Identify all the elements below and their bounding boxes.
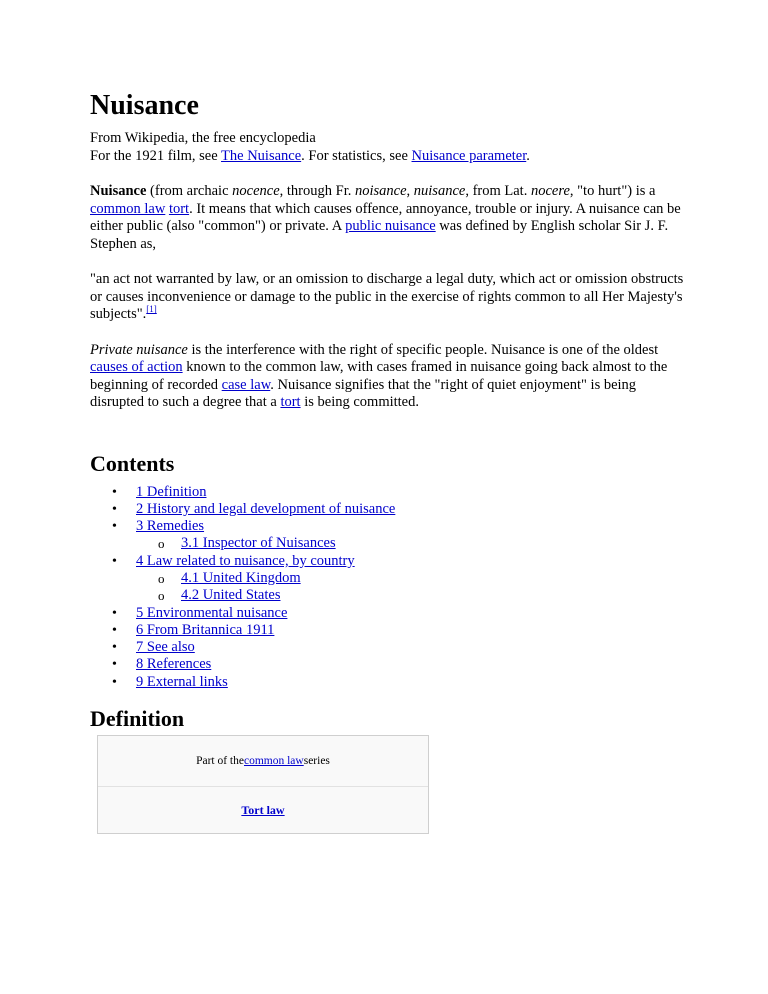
bullet-icon: •: [112, 519, 117, 535]
hatnote-text: .: [526, 147, 530, 164]
text: known to the common law, with cases framed in nuisance going back almost to the beginning of recorded: [90, 359, 668, 393]
text: (from archaic: [146, 183, 233, 199]
toc-link[interactable]: 4.1 United Kingdom: [181, 569, 301, 586]
link-nuisance-parameter[interactable]: Nuisance parameter: [411, 147, 527, 164]
text: , through Fr.: [279, 183, 355, 199]
toc-link[interactable]: 9 External links: [136, 673, 228, 690]
link-causes-of-action[interactable]: causes of action: [90, 359, 183, 375]
toc-link[interactable]: 3.1 Inspector of Nuisances: [181, 535, 336, 552]
link-tort[interactable]: tort: [280, 394, 301, 410]
text-italic: nocere: [530, 183, 570, 199]
toc-item: [90, 553, 690, 570]
link-tort[interactable]: tort: [168, 200, 190, 217]
toc-item: [90, 570, 690, 587]
toc-item: [90, 518, 690, 535]
toc-link[interactable]: 8 References: [136, 656, 212, 673]
page-title: Nuisance: [90, 90, 199, 121]
link-common-law-series[interactable]: common law: [243, 755, 304, 768]
text: . It means that which causes offence, annoyance, trouble or injury. A nuisance can be either public (also "common") or private. A: [90, 200, 681, 234]
intro-paragraph: [90, 183, 690, 253]
hatnote-text: For the 1921 film, see: [90, 147, 222, 164]
contents-heading: Contents: [90, 450, 175, 476]
bullet-icon: •: [112, 622, 117, 638]
text-italic: nuisance: [413, 183, 466, 199]
bullet-icon: •: [112, 674, 117, 690]
bullet-icon: •: [112, 553, 117, 569]
article: [90, 88, 690, 817]
bullet-icon: o: [158, 536, 165, 552]
toc-item: [90, 656, 690, 673]
toc-item: [90, 484, 690, 501]
text-italic: nocence: [232, 183, 280, 199]
bullet-icon: •: [112, 484, 117, 500]
text: is the interference with the right of specific people. Nuisance is one of the oldest: [187, 341, 659, 358]
bullet-icon: o: [158, 570, 165, 586]
infobox-tort-row: [98, 787, 428, 833]
hatnote-text: . For statistics, see: [301, 147, 412, 164]
link-the-nuisance[interactable]: The Nuisance: [221, 147, 302, 164]
private-nuisance-paragraph: [90, 342, 690, 412]
toc-link[interactable]: 4 Law related to nuisance, by country: [136, 552, 355, 569]
definition-section: [90, 705, 690, 817]
text: , from Lat.: [465, 183, 531, 199]
term-bold: Nuisance: [90, 183, 147, 199]
text-italic: noisance: [354, 183, 407, 199]
link-case-law[interactable]: case law: [221, 376, 271, 393]
text: was defined by English scholar Sir J. F. Stephen as,: [90, 218, 669, 252]
bullet-icon: •: [112, 501, 117, 517]
infobox: [97, 735, 429, 834]
toc-item: [90, 501, 690, 518]
site-subtitle: From Wikipedia, the free encyclopedia: [90, 130, 316, 146]
infobox-text: Part of the: [196, 755, 244, 768]
toc-link[interactable]: 5 Environmental nuisance: [136, 604, 288, 621]
toc-item: [90, 535, 690, 552]
reference-link[interactable]: [1]: [146, 304, 157, 315]
toc-link[interactable]: 4.2 United States: [181, 587, 281, 604]
table-of-contents: [90, 450, 690, 692]
term-italic: Private nuisance: [90, 341, 188, 358]
bullet-icon: o: [158, 588, 165, 604]
link-common-law[interactable]: common law: [90, 200, 166, 217]
bullet-icon: •: [112, 657, 117, 673]
bullet-icon: •: [112, 640, 117, 656]
hatnote: [90, 148, 690, 166]
toc-item: [90, 674, 690, 691]
infobox-series-row: [98, 736, 428, 787]
toc-item: [90, 605, 690, 622]
toc-link[interactable]: 3 Remedies: [136, 518, 205, 535]
bullet-icon: •: [112, 605, 117, 621]
toc-link[interactable]: 1 Definition: [136, 483, 207, 500]
toc-link[interactable]: 2 History and legal development of nuisance: [136, 500, 396, 517]
infobox-text: series: [303, 755, 330, 768]
definition-heading: Definition: [90, 706, 185, 732]
toc-item: [90, 587, 690, 604]
toc-item: [90, 622, 690, 639]
link-tort-law[interactable]: Tort law: [241, 802, 285, 817]
text: ,: [406, 183, 414, 199]
text: , "to hurt") is a: [569, 183, 656, 199]
text: . Nuisance signifies that the "right of quiet enjoyment" is being disrupted to such a degree that a: [90, 376, 637, 410]
quote-paragraph: [90, 271, 690, 324]
quote-text: "an act not warranted by law, or an omission to discharge a legal duty, which act or omission obstructs or causes inconvenience or damage to the public in the exercise of rights common to all Her Majesty's subjects".: [90, 271, 684, 322]
text: is being committed.: [300, 394, 419, 410]
toc-link[interactable]: 6 From Britannica 1911: [136, 621, 275, 638]
article-meta: [90, 130, 690, 165]
toc-list: [90, 484, 690, 692]
toc-link[interactable]: 7 See also: [136, 639, 195, 656]
toc-item: [90, 639, 690, 656]
link-public-nuisance[interactable]: public nuisance: [345, 218, 436, 234]
